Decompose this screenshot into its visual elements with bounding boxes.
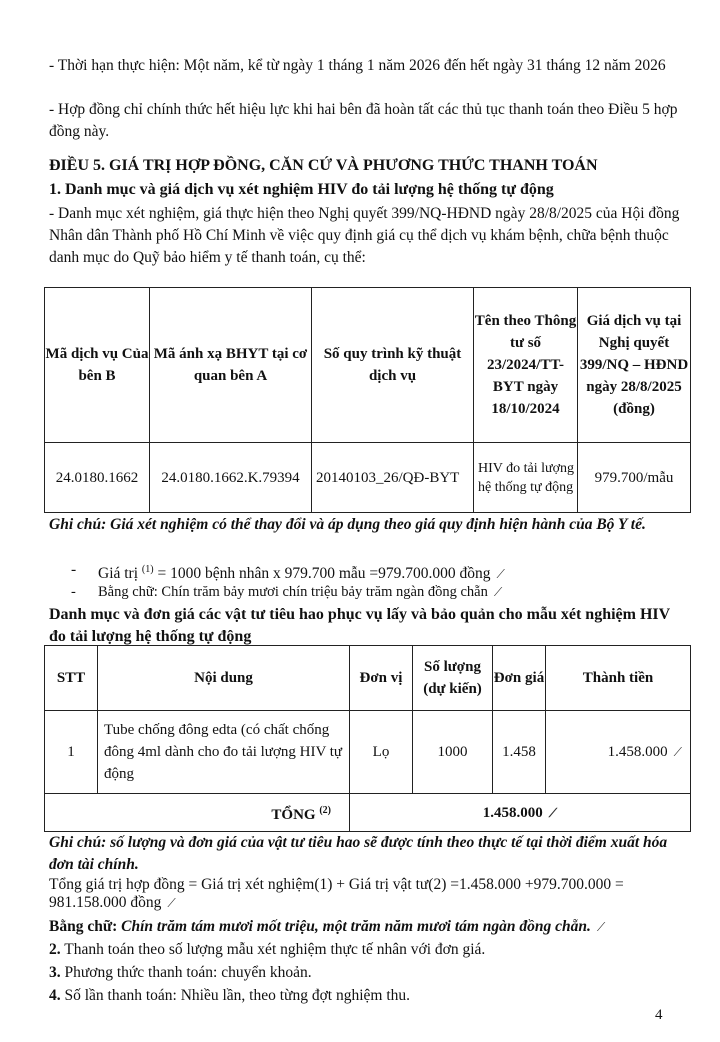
- service-price-table: [44, 287, 691, 513]
- row-number: 1: [45, 711, 98, 794]
- item-amount: [546, 711, 691, 794]
- item-text: Phương thức thanh toán: chuyển khoản.: [60, 964, 312, 981]
- table-row: [45, 711, 691, 794]
- dash: -: [71, 561, 77, 578]
- payment-item-4: [49, 985, 689, 1007]
- table2-header: Đơn giá: [493, 646, 546, 711]
- check-mark-icon: ⟋: [493, 585, 503, 599]
- check-mark-icon: ⟋: [167, 896, 176, 910]
- table2-header: Nội dung: [98, 646, 350, 711]
- page-number: 4: [655, 1007, 663, 1023]
- footnote-2: (2): [319, 804, 331, 816]
- supplies-table: [44, 645, 691, 832]
- table2-header: STT: [45, 646, 98, 711]
- total-words-value: Chín trăm tám mươi mốt triệu, một trăm năm mươi tám ngàn đồng chẵn.: [117, 918, 591, 935]
- payment-item-3: [49, 962, 689, 984]
- table2-header: Đơn vị: [350, 646, 413, 711]
- table1-header: Mã ánh xạ BHYT tại cơ quan bên A: [150, 288, 312, 443]
- service-price: 979.700/mẫu: [578, 443, 691, 513]
- total-label-cell: [45, 794, 350, 832]
- total-contract-value: [49, 876, 689, 912]
- dash: -: [71, 584, 76, 600]
- amount-value: 1.458.000: [607, 744, 668, 760]
- table1-header: Mã dịch vụ Của bên B: [45, 288, 150, 443]
- table2-header: Số lượng (dự kiến): [413, 646, 493, 711]
- item-quantity: 1000: [413, 711, 493, 794]
- section-1-title: 1. Danh mục và giá dịch vụ xét nghiệm HIV đo tải lượng hệ thống tự động: [49, 181, 554, 198]
- service-code: 24.0180.1662: [45, 443, 150, 513]
- table2-header: Thành tiền: [546, 646, 691, 711]
- value-formula: = 1000 bệnh nhân x 979.700 mẫu =979.700.000 đồng: [153, 565, 491, 583]
- table-row: [45, 443, 691, 513]
- item-description: Tube chống đông edta (có chất chống đông 4ml dành cho đo tải lượng HIV tự động: [98, 711, 350, 794]
- duration-paragraph: - Thời hạn thực hiện: Một năm, kể từ ngày 1 tháng 1 năm 2026 đến hết ngày 31 tháng 12 năm 2026: [49, 57, 666, 74]
- procedure-number: 20140103_26/QĐ-BYT: [312, 443, 474, 513]
- supplies-section-title: Danh mục và đơn giá các vật tư tiêu hao phục vụ lấy và bảo quản cho mẫu xét nghiệm HIV đo tải lượng hệ thống tự động: [49, 606, 670, 645]
- total-in-words: [49, 916, 689, 938]
- table1-header: Tên theo Thông tư số 23/2024/TT-BYT ngày 18/10/2024: [474, 288, 578, 443]
- item-text: Thanh toán theo số lượng mẫu xét nghiệm thực tế nhân với đơn giá.: [60, 941, 486, 958]
- table1-header: Số quy trình kỹ thuật dịch vụ: [312, 288, 474, 443]
- article-title: ĐIỀU 5. GIÁ TRỊ HỢP ĐỒNG, CĂN CỨ VÀ PHƯƠNG THỨC THANH TOÁN: [49, 157, 598, 174]
- item-unit: Lọ: [350, 711, 413, 794]
- item-unit-price: 1.458: [493, 711, 546, 794]
- item-text: Số lần thanh toán: Nhiều lần, theo từng đợt nghiệm thu.: [60, 987, 410, 1004]
- total-words-label: Bằng chữ:: [49, 918, 118, 935]
- value-words-line: [71, 581, 503, 603]
- total-row: [45, 794, 691, 832]
- bhyt-code: 24.0180.1662.K.79394: [150, 443, 312, 513]
- table1-header: Giá dịch vụ tại Nghị quyết 399/NQ – HĐND ngày 28/8/2025 (đồng): [578, 288, 691, 443]
- total-contract-text: Tổng giá trị hợp đồng = Giá trị xét nghiệm(1) + Giá trị vật tư(2) =1.458.000 +979.700.000 = 981.158.000 đồng: [49, 876, 624, 911]
- item-number: 4.: [49, 987, 61, 1004]
- note-1: Ghi chú: Giá xét nghiệm có thể thay đổi và áp dụng theo giá quy định hiện hành của Bộ Y tế.: [49, 516, 646, 533]
- check-mark-icon: ⟋: [496, 567, 505, 582]
- item-number: 2.: [49, 941, 61, 958]
- total-value-cell: [350, 794, 691, 832]
- value-in-words: Bằng chữ: Chín trăm bảy mươi chín triệu bảy trăm ngàn đồng chẵn: [98, 584, 488, 600]
- total-value: 1.458.000: [482, 804, 543, 821]
- note-2: Ghi chú: số lượng và đơn giá của vật tư tiêu hao sẽ được tính theo thực tế tại thời điểm xuất hóa đơn tài chính.: [49, 834, 668, 873]
- validity-paragraph: - Hợp đồng chỉ chính thức hết hiệu lực khi hai bên đã hoàn tất các thủ tục thanh toán theo Điều 5 hợp đồng này.: [49, 101, 678, 140]
- section-1-text: - Danh mục xét nghiệm, giá thực hiện theo Nghị quyết 399/NQ-HĐND ngày 28/8/2025 của Hội đồng Nhân dân Thành phố Hồ Chí Minh về việc quy định giá cụ thể dịch vụ khám bệnh, chữa bệnh thuộc danh mục do Quỹ bảo hiểm y tế thanh toán, cụ thể:: [49, 205, 680, 266]
- service-name: HIV đo tải lượng hệ thống tự động: [474, 443, 578, 513]
- item-number: 3.: [49, 964, 61, 981]
- total-label: TỔNG: [271, 806, 316, 823]
- check-mark-icon: ⟋: [673, 745, 682, 759]
- footnote-1: (1): [141, 564, 154, 575]
- check-mark-icon: ⟋: [596, 920, 606, 934]
- check-mark-icon: ⟋: [548, 805, 558, 820]
- payment-item-2: [49, 939, 689, 961]
- value-prefix: Giá trị: [98, 565, 139, 583]
